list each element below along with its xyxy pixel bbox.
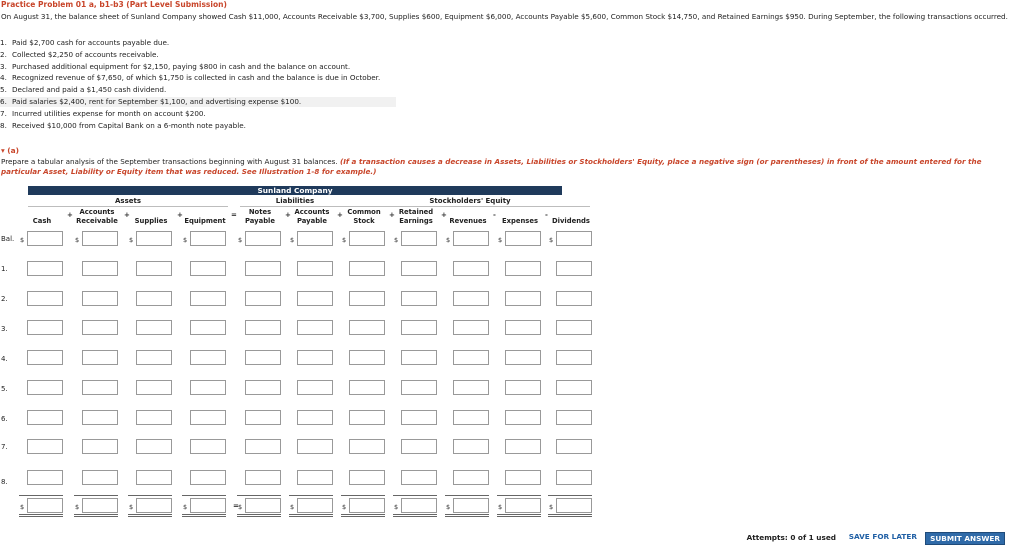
attempts-counter: Attempts: 0 of 1 used: [746, 533, 836, 542]
transaction-input[interactable]: [297, 261, 333, 276]
transaction-input[interactable]: [556, 410, 592, 425]
column-operator: -: [545, 211, 548, 219]
total-rule: [128, 495, 172, 496]
total-double-rule: [393, 516, 437, 517]
balance-input[interactable]: [82, 231, 118, 246]
column-header: [386, 208, 446, 225]
total-input[interactable]: [505, 498, 541, 513]
column-operator: =: [231, 211, 237, 219]
column-operator: +: [177, 211, 183, 219]
total-rule: [289, 495, 333, 496]
transaction-item: [0, 85, 166, 95]
column-header: [67, 208, 127, 225]
dollar-sign: $: [498, 503, 503, 511]
transaction-input[interactable]: [82, 350, 118, 365]
transaction-input[interactable]: [349, 380, 385, 395]
transaction-text: Purchased additional equipment for $2,150, paying $800 in cash and the balance on account.: [12, 61, 351, 71]
instructions-note: (If a transaction causes a decrease in Assets, Liabilities or Stockholders' Equity, place a negative sign (or parentheses) in front of the amount entered for the particular Asset, Liability or Equity item that was reduced. See Illustration 1-8 for example.): [1, 157, 982, 176]
row-label: 2.: [1, 295, 8, 303]
column-header-line1: Common: [347, 208, 381, 216]
column-header: [438, 217, 498, 226]
dollar-sign: $: [183, 236, 188, 244]
transaction-input[interactable]: [136, 380, 172, 395]
column-header: [334, 208, 394, 225]
transaction-input[interactable]: [190, 380, 226, 395]
total-double-rule: [182, 516, 226, 517]
transaction-item: [0, 121, 246, 131]
total-input[interactable]: [349, 498, 385, 513]
assets-underline: [28, 206, 228, 207]
balance-input[interactable]: [453, 231, 489, 246]
transaction-item: [0, 50, 159, 60]
transaction-input[interactable]: [453, 470, 489, 485]
column-header-line2: Equipment: [184, 216, 226, 225]
balance-input[interactable]: [556, 231, 592, 246]
row-label: 8.: [1, 478, 8, 486]
transaction-text: Received $10,000 from Capital Bank on a 6-month note payable.: [12, 120, 246, 130]
transaction-input[interactable]: [82, 439, 118, 454]
transaction-input[interactable]: [136, 350, 172, 365]
total-double-rule: [74, 516, 118, 517]
transaction-input[interactable]: [245, 291, 281, 306]
total-double-rule: [341, 514, 385, 515]
transaction-input[interactable]: [556, 261, 592, 276]
transaction-item: [0, 62, 350, 72]
column-header-line1: Accounts: [79, 208, 115, 216]
total-input[interactable]: [297, 498, 333, 513]
balance-input[interactable]: [190, 231, 226, 246]
dollar-sign: $: [498, 236, 503, 244]
transaction-number: 1.: [0, 38, 7, 47]
column-header-line1: Notes: [248, 208, 272, 216]
transaction-input[interactable]: [401, 320, 437, 335]
dollar-sign: $: [75, 503, 80, 511]
transaction-input[interactable]: [27, 380, 63, 395]
balance-input[interactable]: [27, 231, 63, 246]
transaction-input[interactable]: [556, 350, 592, 365]
total-input[interactable]: [190, 498, 226, 513]
part-a-label: (a): [7, 146, 20, 155]
transaction-input[interactable]: [82, 261, 118, 276]
transaction-input[interactable]: [349, 320, 385, 335]
column-header-line1: Accounts: [294, 208, 330, 216]
total-rule: [74, 495, 118, 496]
total-double-rule: [74, 514, 118, 515]
total-double-rule: [445, 514, 489, 515]
transaction-input[interactable]: [27, 291, 63, 306]
transaction-input[interactable]: [190, 350, 226, 365]
column-header-line2: Expenses: [501, 216, 539, 225]
equity-underline: [345, 206, 590, 207]
dollar-sign: $: [183, 503, 188, 511]
transaction-text: Paid salaries $2,400, rent for September $1,100, and advertising expense $100.: [12, 97, 302, 106]
transaction-input[interactable]: [297, 380, 333, 395]
total-rule: [19, 495, 63, 496]
transaction-input[interactable]: [401, 380, 437, 395]
dollar-sign: $: [129, 236, 134, 244]
column-header-line2: Supplies: [134, 216, 168, 225]
transaction-number: 5.: [0, 85, 7, 95]
balance-input[interactable]: [349, 231, 385, 246]
column-header: [541, 217, 601, 226]
transaction-input[interactable]: [297, 470, 333, 485]
dollar-sign: $: [342, 503, 347, 511]
transaction-input[interactable]: [297, 439, 333, 454]
total-double-rule: [128, 514, 172, 515]
transaction-input[interactable]: [190, 261, 226, 276]
transaction-input[interactable]: [556, 470, 592, 485]
transaction-input[interactable]: [505, 439, 541, 454]
liabilities-group-header: Liabilities: [275, 197, 315, 205]
transaction-input[interactable]: [245, 470, 281, 485]
dollar-sign: $: [20, 236, 25, 244]
total-double-rule: [548, 516, 592, 517]
transaction-input[interactable]: [349, 350, 385, 365]
transaction-input[interactable]: [349, 291, 385, 306]
transaction-input[interactable]: [349, 439, 385, 454]
transaction-input[interactable]: [245, 380, 281, 395]
dollar-sign: $: [290, 503, 295, 511]
transaction-input[interactable]: [349, 410, 385, 425]
total-double-rule: [182, 514, 226, 515]
column-header-line2: Payable: [245, 216, 275, 225]
dollar-sign: $: [20, 503, 25, 511]
row-label: 5.: [1, 385, 8, 393]
transaction-input[interactable]: [401, 410, 437, 425]
part-a-toggle[interactable]: [1, 146, 19, 155]
transaction-input[interactable]: [453, 261, 489, 276]
dollar-sign: $: [446, 236, 451, 244]
transaction-item: [0, 97, 396, 107]
transaction-text: Paid $2,700 cash for accounts payable due.: [12, 38, 170, 47]
dollar-sign: $: [129, 503, 134, 511]
transaction-number: 6.: [0, 97, 7, 106]
transaction-input[interactable]: [505, 291, 541, 306]
column-header-line2: Revenues: [449, 216, 487, 225]
problem-intro: On August 31, the balance sheet of Sunland Company showed Cash $11,000, Accounts Receivable $3,700, Supplies $600, Equipment $6,000, Accounts Payable $5,600, Common Stock $14,750, and Retained Earnings $950. During September, the following transactions occurred.: [1, 12, 1008, 21]
column-header-line2: Earnings: [399, 216, 433, 225]
total-rule: [497, 495, 541, 496]
total-double-rule: [289, 514, 333, 515]
transaction-input[interactable]: [297, 410, 333, 425]
transaction-text: Incurred utilities expense for month on account $200.: [12, 108, 206, 118]
transaction-input[interactable]: [82, 320, 118, 335]
transaction-input[interactable]: [136, 439, 172, 454]
equity-group-header: Stockholders' Equity: [429, 197, 511, 205]
total-double-rule: [19, 514, 63, 515]
dollar-sign: $: [394, 236, 399, 244]
total-double-rule: [393, 514, 437, 515]
total-input[interactable]: [27, 498, 63, 513]
transaction-input[interactable]: [245, 350, 281, 365]
transaction-input[interactable]: [136, 410, 172, 425]
transaction-input[interactable]: [505, 350, 541, 365]
row-label: 4.: [1, 355, 8, 363]
transaction-input[interactable]: [505, 410, 541, 425]
total-rule: [445, 495, 489, 496]
dollar-sign: $: [75, 236, 80, 244]
transaction-input[interactable]: [505, 380, 541, 395]
transaction-input[interactable]: [505, 470, 541, 485]
dollar-sign: $: [549, 503, 554, 511]
transaction-item: [0, 109, 206, 119]
total-rule: [182, 495, 226, 496]
transaction-item: [0, 38, 169, 48]
problem-title: Practice Problem 01 a, b1-b3 (Part Level Submission): [1, 0, 227, 9]
column-header-line2: Cash: [32, 216, 52, 225]
save-for-later-link[interactable]: SAVE FOR LATER: [848, 532, 917, 541]
column-operator: +: [285, 211, 291, 219]
total-double-rule: [237, 516, 281, 517]
column-header: [282, 208, 342, 225]
transaction-input[interactable]: [245, 410, 281, 425]
total-double-rule: [548, 514, 592, 515]
transaction-input[interactable]: [401, 470, 437, 485]
total-input[interactable]: [401, 498, 437, 513]
total-input[interactable]: [136, 498, 172, 513]
total-input[interactable]: [245, 498, 281, 513]
transaction-input[interactable]: [136, 261, 172, 276]
transaction-input[interactable]: [27, 350, 63, 365]
total-double-rule: [341, 516, 385, 517]
transaction-input[interactable]: [453, 439, 489, 454]
transaction-input[interactable]: [453, 380, 489, 395]
transaction-input[interactable]: [82, 470, 118, 485]
row-label: 3.: [1, 325, 8, 333]
column-header-line1: Retained: [398, 208, 434, 216]
transaction-number: 8.: [0, 120, 7, 130]
transaction-item: [0, 73, 380, 83]
total-double-rule: [128, 516, 172, 517]
total-equals-sign: =: [233, 502, 239, 510]
transaction-input[interactable]: [136, 320, 172, 335]
row-label: Bal.: [1, 235, 15, 243]
transaction-input[interactable]: [190, 470, 226, 485]
balance-input[interactable]: [245, 231, 281, 246]
total-input[interactable]: [453, 498, 489, 513]
total-rule: [237, 495, 281, 496]
transaction-input[interactable]: [401, 439, 437, 454]
transaction-input[interactable]: [27, 470, 63, 485]
transaction-text: Collected $2,250 of accounts receivable.: [12, 49, 159, 59]
transaction-number: 4.: [0, 73, 7, 83]
column-header-line2: Receivable: [76, 216, 118, 225]
transaction-input[interactable]: [27, 320, 63, 335]
transaction-input[interactable]: [136, 470, 172, 485]
assets-group-header: Assets: [114, 197, 141, 205]
transaction-input[interactable]: [401, 261, 437, 276]
transaction-input[interactable]: [82, 380, 118, 395]
transaction-input[interactable]: [453, 320, 489, 335]
column-operator: +: [441, 211, 447, 219]
instructions-text: Prepare a tabular analysis of the September transactions beginning with August 31 balances.: [1, 157, 338, 166]
transaction-number: 7.: [0, 108, 7, 118]
total-double-rule: [237, 514, 281, 515]
dollar-sign: $: [549, 236, 554, 244]
company-name-header: Sunland Company: [28, 186, 562, 195]
row-label: 7.: [1, 443, 8, 451]
dollar-sign: $: [342, 236, 347, 244]
total-double-rule: [289, 516, 333, 517]
transaction-input[interactable]: [245, 261, 281, 276]
total-double-rule: [497, 516, 541, 517]
total-double-rule: [497, 514, 541, 515]
transaction-input[interactable]: [82, 410, 118, 425]
transaction-input[interactable]: [190, 410, 226, 425]
column-header: [175, 217, 235, 226]
transaction-input[interactable]: [401, 291, 437, 306]
chevron-down-icon: ▾: [1, 146, 5, 155]
transaction-text: Declared and paid a $1,450 cash dividend.: [12, 85, 167, 95]
transaction-input[interactable]: [245, 439, 281, 454]
total-rule: [341, 495, 385, 496]
transaction-text: Recognized revenue of $7,650, of which $1,750 is collected in cash and the balance is due in October.: [12, 73, 381, 83]
balance-input[interactable]: [297, 231, 333, 246]
transaction-input[interactable]: [556, 291, 592, 306]
transaction-input[interactable]: [556, 380, 592, 395]
balance-input[interactable]: [136, 231, 172, 246]
transaction-input[interactable]: [297, 291, 333, 306]
column-header: [230, 208, 290, 225]
row-label: 1.: [1, 265, 8, 273]
dollar-sign: $: [238, 236, 243, 244]
dollar-sign: $: [290, 236, 295, 244]
total-double-rule: [445, 516, 489, 517]
transaction-input[interactable]: [505, 261, 541, 276]
transaction-input[interactable]: [453, 350, 489, 365]
transaction-input[interactable]: [297, 350, 333, 365]
total-input[interactable]: [82, 498, 118, 513]
column-operator: -: [493, 211, 496, 219]
transaction-input[interactable]: [297, 320, 333, 335]
column-header-line2: Stock: [353, 216, 375, 225]
transaction-input[interactable]: [190, 320, 226, 335]
column-operator: +: [124, 211, 130, 219]
transaction-input[interactable]: [190, 291, 226, 306]
total-rule: [393, 495, 437, 496]
column-operator: +: [337, 211, 343, 219]
column-operator: +: [389, 211, 395, 219]
transaction-input[interactable]: [453, 410, 489, 425]
transaction-input[interactable]: [349, 470, 385, 485]
transaction-input[interactable]: [401, 350, 437, 365]
transaction-input[interactable]: [27, 439, 63, 454]
liabilities-underline: [240, 206, 350, 207]
balance-input[interactable]: [401, 231, 437, 246]
column-operator: +: [67, 211, 73, 219]
transaction-input[interactable]: [27, 261, 63, 276]
transaction-input[interactable]: [349, 261, 385, 276]
transaction-input[interactable]: [82, 291, 118, 306]
total-input[interactable]: [556, 498, 592, 513]
transaction-number: 3.: [0, 61, 7, 71]
column-header-line2: Dividends: [552, 216, 590, 225]
transaction-input[interactable]: [27, 410, 63, 425]
transaction-input[interactable]: [453, 291, 489, 306]
dollar-sign: $: [238, 503, 243, 511]
transaction-input[interactable]: [245, 320, 281, 335]
transaction-input[interactable]: [505, 320, 541, 335]
submit-answer-button[interactable]: SUBMIT ANSWER: [925, 532, 1005, 545]
column-header-line2: Payable: [297, 216, 327, 225]
column-header: [12, 217, 72, 226]
dollar-sign: $: [446, 503, 451, 511]
part-a-instructions: [1, 157, 1019, 177]
total-rule: [548, 495, 592, 496]
balance-input[interactable]: [505, 231, 541, 246]
dollar-sign: $: [394, 503, 399, 511]
transaction-input[interactable]: [190, 439, 226, 454]
column-header: [121, 217, 181, 226]
transaction-input[interactable]: [136, 291, 172, 306]
total-double-rule: [19, 516, 63, 517]
transaction-input[interactable]: [556, 320, 592, 335]
transaction-number: 2.: [0, 49, 7, 59]
transaction-input[interactable]: [556, 439, 592, 454]
row-label: 6.: [1, 415, 8, 423]
